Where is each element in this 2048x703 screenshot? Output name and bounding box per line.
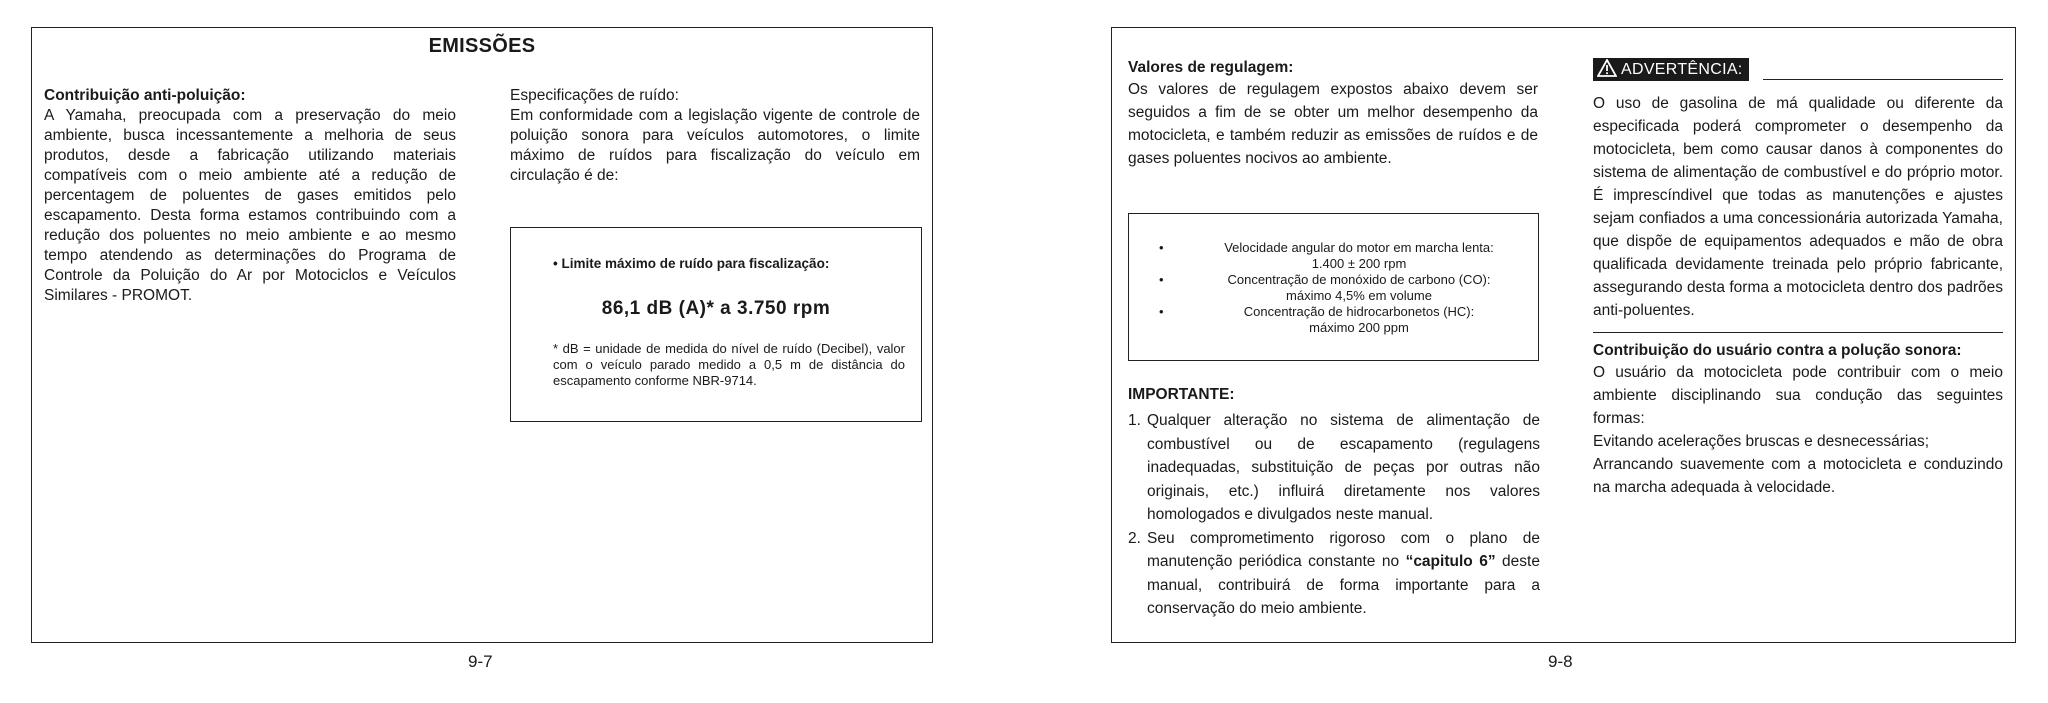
spec-label: Concentração de monóxido de carbono (CO): <box>1227 272 1491 287</box>
warning-triangle-icon <box>1597 59 1617 77</box>
user-contribution-heading: Contribuição do usuário contra a polução sonora: <box>1593 342 1962 359</box>
user-contribution-line: Arrancando suavemente com a motocicleta e conduzindo na marcha adequada à velocidade. <box>1593 456 2003 496</box>
spec-value: 1.400 ± 200 rpm <box>1311 256 1407 271</box>
warning-body: O uso de gasolina de má qualidade ou diferente da especificada poderá comprometer o desempenho da motocicleta, bem como causar danos à componentes do sistema de alimentação de combustível e do próprio motor. É imprescíndivel que todas as manutenções e ajustes sejam confiados a uma concessionária autorizada Yamaha, que dispõe de equipamentos adequados e mão de obra qualificada devidamente treinada pelo próprio fabricante, assegurando desta forma a motocicleta dentro dos padrões anti-poluentes. <box>1593 95 2003 319</box>
noise-limit-heading: • Limite máximo de ruído para fiscalização: <box>553 256 830 271</box>
regulation-spec-box <box>1128 213 1539 361</box>
noise-limit-value: 86,1 dB (A)* a 3.750 rpm <box>601 298 831 319</box>
spec-value: máximo 200 ppm <box>1309 320 1409 335</box>
antipollution-section <box>44 86 456 306</box>
item-text-before: Seu comprometimento rigoroso com o plano de manutenção periódica constante no <box>1147 529 1540 570</box>
item-text-after: deste manual, contribuirá de forma importante para a conservação do meio ambiente. <box>1147 553 1540 617</box>
bullet: • <box>1159 272 1164 287</box>
page-number-right: 9-8 <box>1548 652 1573 671</box>
spec-list <box>1151 240 1521 336</box>
warning-label: ADVERTÊNCIA: <box>1621 61 1743 78</box>
noise-specs-section <box>510 86 920 186</box>
antipollution-body: A Yamaha, preocupada com a preservação do meio ambiente, busca incessantemente a melhoria de seus produtos, desde a fabricação utilizando materiais compatíveis com o meio ambiente até a redução de percentagem de poluentes de gases emitidos pelo escapamento. Desta forma estamos contribuindo com a redução dos poluentes no meio ambiente e ao mesmo tempo atendendo as determinações do Programa de Controle da Poluição do Ar por Motociclos e Veículos Similares - PROMOT. <box>44 107 456 304</box>
spec-item-hc <box>1151 304 1521 336</box>
noise-specs-body: Em conformidade com a legislação vigente de controle de poluição sonora para veículos automotores, o limite máximo de ruídos para fiscalização do veículo em circulação é de: <box>510 107 920 184</box>
spec-item-co <box>1151 272 1521 304</box>
important-item <box>1128 409 1540 527</box>
left-page-frame <box>31 27 933 643</box>
warning-section <box>1593 58 2003 499</box>
item-number: 2. <box>1128 529 1141 547</box>
important-section <box>1128 385 1540 621</box>
regulation-section <box>1128 58 1538 170</box>
spec-value: máximo 4,5% em volume <box>1286 288 1432 303</box>
item-number: 1. <box>1128 412 1141 429</box>
item-text: Qualquer alteração no sistema de alimentação de combustível ou de escapamento (regulagens inadequadas, substituição de peças por outras não originais, etc.) influirá diretamente nos valores homologados e divulgados neste manual. <box>1147 412 1540 523</box>
warning-rule <box>1763 79 2003 80</box>
antipollution-heading: Contribuição anti-poluição: <box>44 87 246 104</box>
regulation-heading: Valores de regulagem: <box>1128 59 1294 76</box>
page-title: EMISSÕES <box>428 35 536 57</box>
chapter-reference: “capitulo 6” <box>1405 553 1496 570</box>
page-number-left: 9-7 <box>468 652 493 671</box>
warning-header <box>1593 58 2003 82</box>
warning-badge <box>1593 58 1749 81</box>
bullet: • <box>1159 240 1164 255</box>
regulation-body: Os valores de regulagem expostos abaixo devem ser seguidos a fim de se obter um melhor desempenho da motocicleta, e também reduzir as emissões de ruídos e de gases poluentes nocivos ao ambiente. <box>1128 81 1538 167</box>
user-contribution-line: Evitando acelerações bruscas e desnecessárias; <box>1593 433 1930 450</box>
right-page-frame <box>1111 27 2016 643</box>
user-contribution-body: O usuário da motocicleta pode contribuir com o meio ambiente disciplinando sua condução das seguintes formas: <box>1593 364 2003 427</box>
important-item <box>1128 527 1540 621</box>
important-list <box>1128 409 1540 621</box>
spec-label: Velocidade angular do motor em marcha lenta: <box>1224 240 1494 255</box>
noise-specs-heading: Especificações de ruído: <box>510 87 679 104</box>
bullet: • <box>1159 304 1164 319</box>
spec-label: Concentração de hidrocarbonetos (HC): <box>1243 304 1475 319</box>
important-heading: IMPORTANTE: <box>1128 386 1235 403</box>
noise-limit-note: * dB = unidade de medida do nível de ruído (Decibel), valor com o veículo parado medido a 0,5 m de distância do escapamento conforme NBR-9714. <box>553 341 905 388</box>
section-divider <box>1593 332 2003 333</box>
spec-item-idle-speed <box>1151 240 1521 272</box>
noise-limit-box <box>510 227 922 422</box>
